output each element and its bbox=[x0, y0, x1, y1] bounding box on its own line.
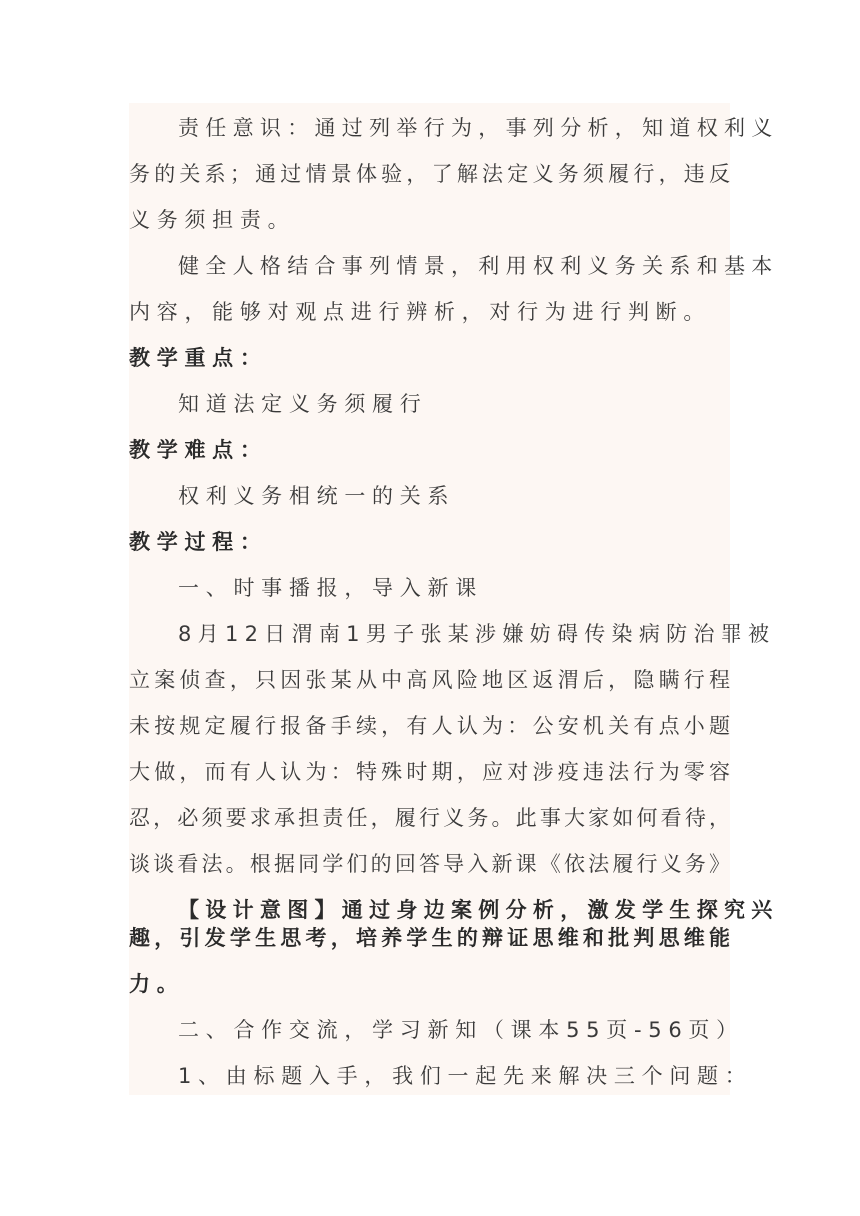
paragraph-line: 未按规定履行报备手续，有人认为：公安机关有点小题 bbox=[129, 714, 730, 738]
paragraph-line: 忍，必须要求承担责任，履行义务。此事大家如何看待， bbox=[129, 806, 730, 830]
section-heading: 教学过程： bbox=[129, 530, 268, 554]
paragraph-line: 二、合作交流，学习新知（课本55页-56页） bbox=[178, 1018, 744, 1042]
paragraph-line: 1、由标题入手，我们一起先来解决三个问题： bbox=[178, 1064, 753, 1088]
paragraph-line: 一、时事播报，导入新课 bbox=[178, 576, 483, 600]
paragraph-line: 务的关系；通过情景体验，了解法定义务须履行，违反 bbox=[129, 162, 730, 186]
design-intent-line: 力。 bbox=[129, 972, 185, 996]
paragraph-line: 知道法定义务须履行 bbox=[178, 392, 428, 416]
paragraph-line: 权利义务相统一的关系 bbox=[178, 484, 456, 508]
paragraph-line: 大做，而有人认为：特殊时期，应对涉疫违法行为零容 bbox=[129, 760, 730, 784]
paragraph-line: 8月12日渭南1男子张某涉嫌妨碍传染病防治罪被 bbox=[178, 622, 776, 646]
paragraph-line: 立案侦查，只因张某从中高风险地区返渭后，隐瞒行程 bbox=[129, 668, 730, 692]
document-body bbox=[129, 103, 779, 1095]
paragraph-line: 责任意识：通过列举行为，事列分析，知道权利义 bbox=[178, 116, 779, 140]
paragraph-line: 内容，能够对观点进行辨析，对行为进行判断。 bbox=[129, 300, 712, 324]
paragraph-line: 义务须担责。 bbox=[129, 208, 296, 232]
paragraph-line: 健全人格结合事列情景，利用权利义务关系和基本 bbox=[178, 254, 779, 278]
section-heading: 教学难点： bbox=[129, 438, 268, 462]
design-intent-line: 趣，引发学生思考，培养学生的辩证思维和批判思维能 bbox=[129, 926, 730, 950]
design-intent-line: 【设计意图】通过身边案例分析，激发学生探究兴 bbox=[178, 898, 779, 922]
section-heading: 教学重点： bbox=[129, 346, 268, 370]
paragraph-line: 谈谈看法。根据同学们的回答导入新课《依法履行义务》 bbox=[129, 852, 730, 876]
